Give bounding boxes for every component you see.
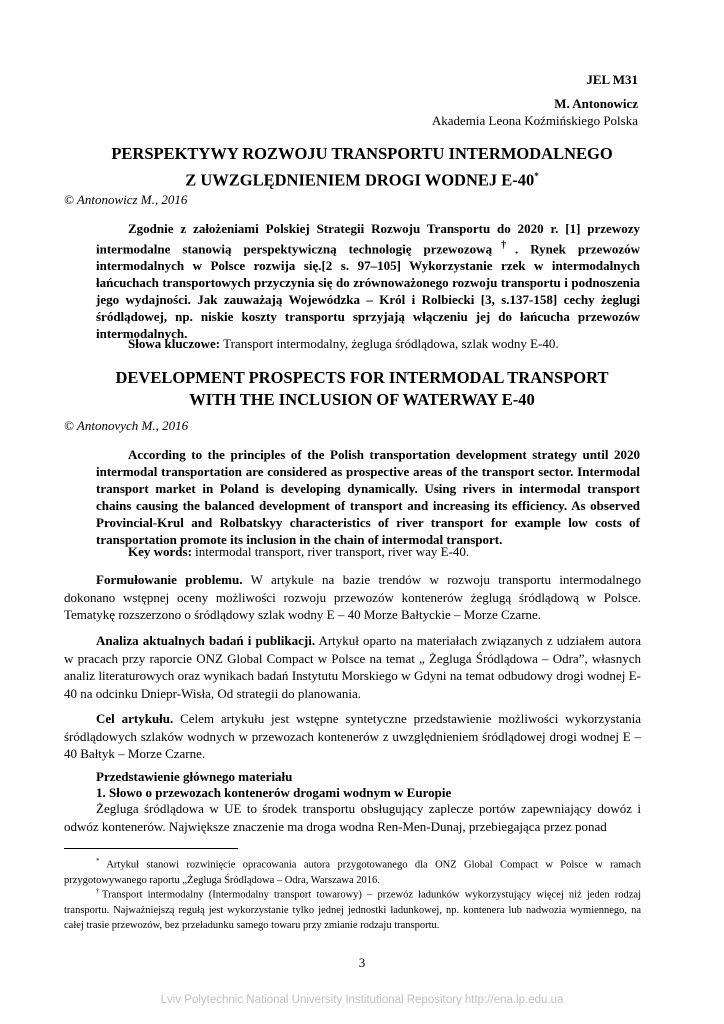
problem-body: W artykule na bazie trendów w rozwoju transportu intermodalnego dokonano wstępnej oceny możliwości rozwoju przewozów kontenerów żeglugą śródlądową w Polsce. Tematykę rozszerzono o śródlądowy szlak wodny E – 40 Morze Bałtyckie – Morze Czarne.	[64, 572, 641, 623]
title-polish-line2-text: Z UWZGLĘDNIENIEM DROGI WODNEJ E-40	[185, 170, 535, 190]
goal-paragraph	[64, 710, 641, 763]
analysis-text	[64, 632, 641, 702]
goal-text	[64, 710, 641, 763]
title-polish	[60, 143, 664, 192]
footnote-2-text	[64, 884, 641, 933]
abstract-polish-part2: . Rynek przewozów intermodalnych w Polsce rozwija się.[2 s. 97–105] Wykorzystanie rzek w intermodalnych łańcuchach transportowych przyczynia się do zrównoważonego rozwoju transportu i podnoszenia jego wydajności. Jak zauważają Wojewódzka – Król i Rolbiecki [3, s.137-158] cechy żeglugi śródlądowej, np. niskie koszty transportu sprzyjają włączeniu jej do łańcucha przewozów intermodalnych.	[96, 241, 640, 342]
keywords-polish-label: Słowa kluczowe:	[128, 336, 221, 351]
footnote-1	[64, 854, 641, 888]
goal-label: Cel artykułu.	[96, 711, 174, 726]
title-footnote-mark: *	[534, 171, 539, 181]
keywords-english	[128, 544, 469, 560]
keywords-english-text: intermodal transport, river transport, river way E-40.	[191, 544, 470, 559]
footnote-2-body: Transport intermodalny (Intermodalny transport towarowy) – przewóz ładunków wykorzystujący więcej niż jeden rodzaj transportu. Najważniejszą regułą jest wykorzystanie tylko jednej jednostki ładunkowej, np. kontenera lub nadwozia wymiennego, na całej trasie przewozów, bez przeładunku samego towaru przy zmianie rodzaju transportu.	[64, 889, 642, 931]
problem-label: Formułowanie problemu.	[96, 572, 243, 587]
title-english-line2: WITH THE INCLUSION OF WATERWAY E-40	[189, 390, 535, 409]
title-english	[60, 367, 664, 411]
abstract-english-text: According to the principles of the Polish transportation development strategy until 2020 intermodal transportation are considered as prospective areas of the transport sector. Intermodal transport market in Poland is developing dynamically. Using rivers in intermodal transport chains causing the balanced development of transport and increasing its efficiency. As observed Provincial-Krul and Rolbatskyy characteristics of river transport for example low costs of transportation promote its inclusion in the chain of intermodal transport.	[96, 447, 640, 547]
problem-text	[64, 571, 641, 624]
copyright-english: © Antonovych M., 2016	[64, 418, 189, 433]
footnote-2-mark: †	[96, 887, 103, 895]
problem-paragraph	[64, 571, 641, 624]
title-polish-line1: PERSPEKTYWY ROZWOJU TRANSPORTU INTERMODALNEGO	[111, 144, 613, 163]
section-title: Przedstawienie głównego materiału	[96, 769, 293, 784]
footnote-1-body: Artykuł stanowi rozwinięcie opracowania autora przygotowanego dla ONZ Global Compact w Polsce w ramach przygotowywanego raportu „Żegluga Śródlądowa – Odra, Warszawa 2016.	[64, 859, 641, 886]
main-text: Żegluga śródlądowa w UE to środek transportu obsługujący zaplecze portów zapewniający dowóz i odwóz kontenerów. Największe znaczenie ma droga wodna Ren-Men-Dunaj, przebiegająca przez ponad	[64, 801, 641, 834]
analysis-label: Analiza aktualnych badań i publikacji.	[96, 633, 316, 648]
page-number: 3	[358, 955, 366, 970]
analysis-paragraph	[64, 632, 641, 702]
analysis-body: Artykuł oparto na materiałach związanych z udziałem autora w pracach przy raporcie ONZ Global Compact w Polsce na temat „ Żegluga Śródlądowa – Odra”, własnych analiz literaturowych oraz wynikach badań Instytutu Morskiego w Gdyni na temat odbudowy drogi wodnej E-40 na odcinku Dniepr-Wisła, Od strategii do planowania.	[64, 633, 641, 701]
title-english-line1: DEVELOPMENT PROSPECTS FOR INTERMODAL TRANSPORT	[115, 368, 609, 387]
abstract-polish-text	[96, 220, 640, 342]
title-polish-line2	[60, 165, 664, 192]
copyright-polish: © Antonowicz M., 2016	[64, 192, 188, 207]
jel-code: JEL M31	[586, 72, 638, 87]
goal-body: Celem artykułu jest wstępne syntetyczne przedstawienie możliwości wykorzystania śródlądowych szlaków wodnych w przewozach kontenerów z uwzględnieniem śródlądowej drogi wodnej E – 40 Bałtyk – Morze Czarne.	[64, 711, 641, 762]
subsection-title: 1. Słowo o przewozach kontenerów drogami wodnym w Europie	[96, 785, 452, 800]
abstract-footnote-mark: †	[492, 239, 515, 251]
footnote-1-mark: *	[96, 857, 100, 865]
repository-watermark: Lviv Polytechnic National University Institutional Repository http://ena.lp.edu.ua	[160, 994, 564, 1006]
abstract-english	[96, 446, 640, 548]
footnote-2	[64, 884, 641, 933]
author-name: M. Antonowicz	[554, 96, 638, 111]
footnote-1-text	[64, 854, 641, 888]
keywords-polish	[128, 336, 559, 352]
footnote-divider	[64, 848, 238, 849]
main-paragraph	[64, 800, 641, 835]
abstract-polish	[96, 220, 640, 342]
keywords-polish-text: Transport intermodalny, żegluga śródlądowa, szlak wodny E-40.	[220, 336, 559, 351]
author-affiliation: Akademia Leona Koźmińskiego Polska	[431, 113, 638, 128]
abstract-polish-part1: Zgodnie z założeniami Polskiej Strategii Rozwoju Transportu do 2020 r. [1] przewozy intermodalne stanowią perspektywiczną technologię przewozową	[96, 221, 640, 257]
keywords-english-label: Key words:	[128, 544, 192, 559]
